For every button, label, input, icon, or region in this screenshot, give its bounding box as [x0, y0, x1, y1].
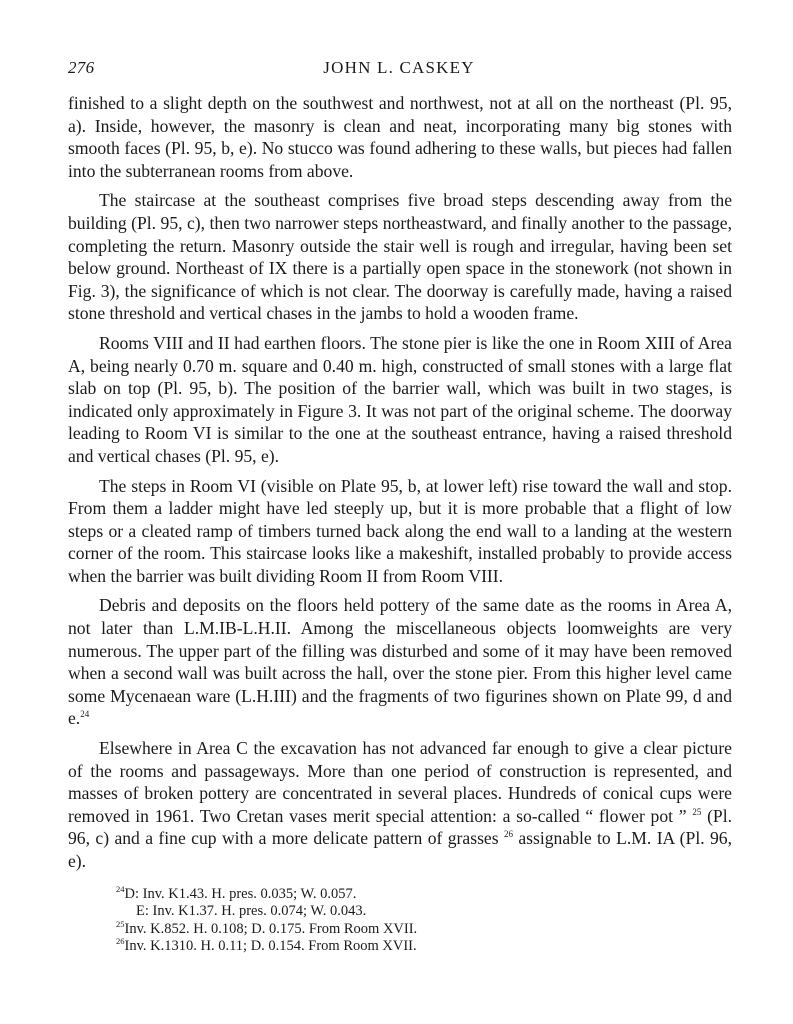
running-header [68, 58, 730, 82]
footnote-number: 25 [116, 918, 125, 929]
footnote [116, 918, 676, 938]
paragraph-text: The staircase at the southeast comprises five broad steps descending away from the building (Pl. 95, c), then two narrower steps northeastward, and finally another to the passage, completing the return. Masonry outside the stair well is rough and irregular, having been set below ground. Northeast of IX there is a partially open space in the stonework (not shown in Fig. 3), the significance of which is not clear. The doorway is carefully made, having a raised stone threshold and vertical chases in the jambs to hold a wooden frame. [68, 190, 732, 324]
footnote-text: Inv. K.852. H. 0.108; D. 0.175. From Room XVII. [124, 920, 418, 937]
footnote-text: Inv. K.1310. H. 0.11; D. 0.154. From Room XVII. [124, 938, 417, 955]
paragraph [68, 189, 732, 325]
paragraph [68, 594, 732, 730]
article-body [68, 92, 732, 873]
paragraph-text: assignable to L.M. IA (Pl. 96, e). [68, 828, 732, 871]
paragraph-text: The steps in Room VI (visible on Plate 95, b, at lower left) rise toward the wall and stop. From them a ladder might have led steeply up, but it is more probable that a flight of low steps or a cleated ramp of timbers turned back along the end wall to a landing at the western corner of the room. This staircase looks like a makeshift, installed probably to provide access when the barrier was built dividing Room II from Room VIII. [68, 475, 732, 586]
footnote-number: 24 [116, 884, 125, 894]
paragraph [68, 475, 732, 588]
footnote-reference: 25 [692, 806, 702, 817]
footnotes [116, 886, 676, 956]
footnote-reference: 24 [80, 709, 90, 720]
paragraph-text: Elsewhere in Area C the excavation has not advanced far enough to give a clear picture of the rooms and passageways. More than one period of construction is represented, and masses of broken pottery are concentrated in several places. Hundreds of conical cups were removed in 1961. Two Cretan vases merit special attention: a so-called “ flower pot ” [68, 738, 732, 826]
paragraph-text: Debris and deposits on the floors held pottery of the same date as the rooms in Area A, not later than L.M.IB-L.H.II. Among the miscellaneous objects loomweights are very numerous. The upper part of the filling was disturbed and some of it may have been removed when a second wall was built across the hall, over the stone pier. From this higher level came some Mycenaean ware (L.H.III) and the fragments of two figurines shown on Plate 99, d and e. [68, 595, 732, 729]
footnote-text: D: Inv. K1.43. H. pres. 0.035; W. 0.057. [124, 886, 357, 902]
footnote [116, 938, 676, 955]
footnote-text: E: Inv. K1.37. H. pres. 0.074; W. 0.043. [136, 903, 367, 920]
footnote [116, 886, 676, 903]
paragraph-text: Rooms VIII and II had earthen floors. The stone pier is like the one in Room XIII of Area A, being nearly 0.70 m. square and 0.40 m. high, constructed of small stones with a large flat slab on top (Pl. 95, b). The position of the barrier wall, which was built in two stages, is indicated only approximately in Figure 3. It was not part of the original scheme. The doorway leading to Room VI is similar to the one at the southeast entrance, having a raised threshold and vertical chases (Pl. 95, e). [68, 332, 732, 466]
page-number: 276 [68, 58, 95, 77]
footnote-reference: 26 [503, 829, 513, 840]
running-title: JOHN L. CASKEY [323, 58, 475, 77]
footnote [116, 903, 676, 920]
paragraph [68, 737, 732, 873]
paragraph-text: finished to a slight depth on the southwest and northwest, not at all on the northeast (Pl. 95, a). Inside, however, the masonry is clean and neat, incorporating many big stones with smooth faces (Pl. 95, b, e). No stucco was found adhering to these walls, but pieces had fallen into the subterranean rooms from above. [68, 93, 732, 181]
paragraph [68, 92, 732, 182]
paragraph [68, 332, 732, 468]
paragraph-text: (Pl. 96, c) and a fine cup with a more delicate pattern of grasses [68, 805, 732, 849]
footnote-number: 26 [116, 936, 125, 947]
